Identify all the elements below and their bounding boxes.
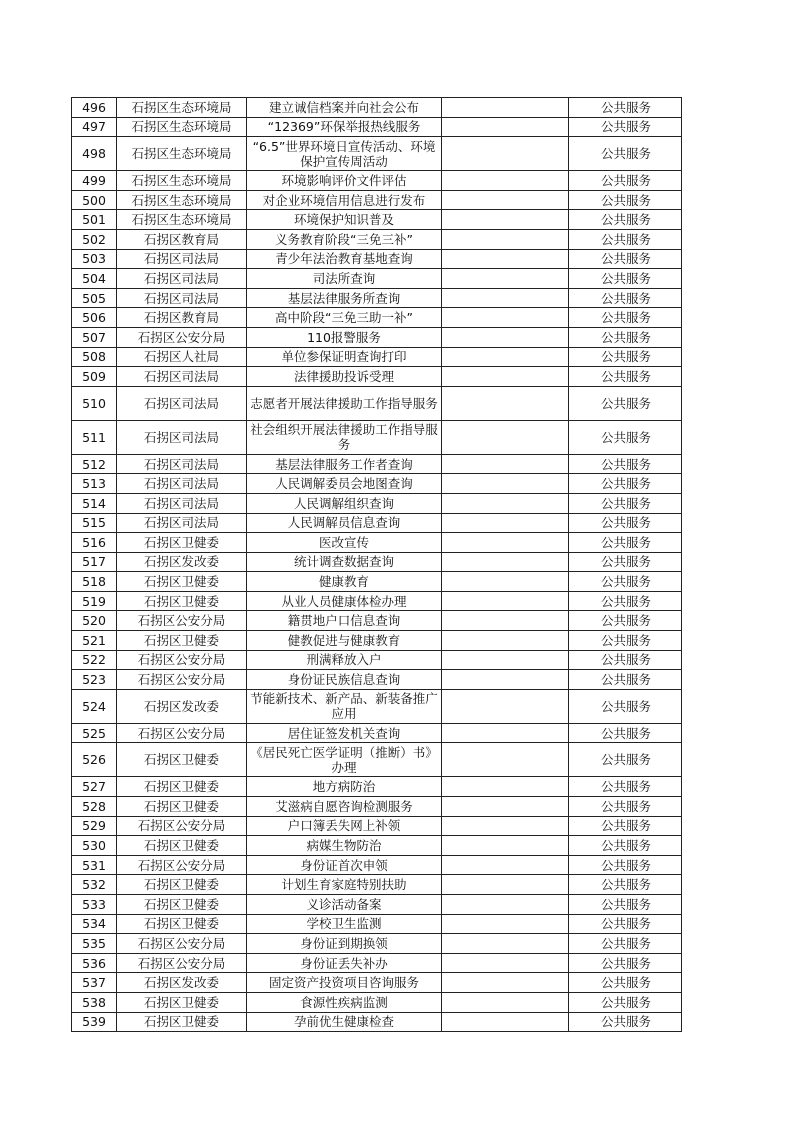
table-row [72,327,682,347]
note-cell [442,171,569,191]
row-number-cell: 517 [72,552,117,572]
service-item-cell: 医改宣传 [247,533,442,553]
table-row [72,723,682,743]
row-number-cell: 520 [72,611,117,631]
service-type-cell: 公共服务 [569,777,682,797]
department-cell: 石拐区卫健委 [117,1012,247,1032]
service-item-cell: “6.5”世界环境日宣传活动、环境保护宣传周活动 [247,137,442,171]
note-cell [442,327,569,347]
row-number-cell: 539 [72,1012,117,1032]
note-cell [442,420,569,454]
service-item-cell: 固定资产投资项目咨询服务 [247,973,442,993]
note-cell [442,288,569,308]
service-item-cell: 单位参保证明查询打印 [247,347,442,367]
department-cell: 石拐区公安分局 [117,934,247,954]
service-item-cell: 人民调解员信息查询 [247,513,442,533]
department-cell: 石拐区司法局 [117,269,247,289]
service-type-cell: 公共服务 [569,992,682,1012]
service-type-cell: 公共服务 [569,98,682,118]
service-item-cell: 身份证到期换领 [247,934,442,954]
note-cell [442,836,569,856]
note-cell [442,611,569,631]
table-row [72,493,682,513]
department-cell: 石拐区卫健委 [117,914,247,934]
note-cell [442,367,569,387]
row-number-cell: 537 [72,973,117,993]
department-cell: 石拐区卫健委 [117,572,247,592]
department-cell: 石拐区司法局 [117,474,247,494]
service-type-cell: 公共服务 [569,973,682,993]
table-row [72,367,682,387]
table-row [72,855,682,875]
department-cell: 石拐区公安分局 [117,953,247,973]
department-cell: 石拐区公安分局 [117,611,247,631]
row-number-cell: 525 [72,723,117,743]
service-type-cell: 公共服务 [569,210,682,230]
note-cell [442,572,569,592]
note-cell [442,797,569,817]
service-item-cell: “12369”环保举报热线服务 [247,117,442,137]
note-cell [442,973,569,993]
row-number-cell: 529 [72,816,117,836]
row-number-cell: 524 [72,689,117,723]
note-cell [442,117,569,137]
service-item-cell: 籍贯地户口信息查询 [247,611,442,631]
service-item-cell: 司法所查询 [247,269,442,289]
department-cell: 石拐区卫健委 [117,591,247,611]
note-cell [442,190,569,210]
table-row [72,836,682,856]
service-type-cell: 公共服务 [569,591,682,611]
table-row [72,552,682,572]
department-cell: 石拐区司法局 [117,386,247,420]
note-cell [442,953,569,973]
note-cell [442,631,569,651]
department-cell: 石拐区生态环境局 [117,210,247,230]
note-cell [442,533,569,553]
table-row [72,117,682,137]
department-cell: 石拐区公安分局 [117,723,247,743]
department-cell: 石拐区卫健委 [117,797,247,817]
service-type-cell: 公共服务 [569,474,682,494]
note-cell [442,670,569,690]
department-cell: 石拐区司法局 [117,249,247,269]
note-cell [442,743,569,777]
row-number-cell: 499 [72,171,117,191]
service-item-cell: 基层法律服务工作者查询 [247,454,442,474]
department-cell: 石拐区人社局 [117,347,247,367]
note-cell [442,513,569,533]
note-cell [442,689,569,723]
service-type-cell: 公共服务 [569,836,682,856]
service-type-cell: 公共服务 [569,611,682,631]
service-item-cell: 学校卫生监测 [247,914,442,934]
service-item-cell: 孕前优生健康检查 [247,1012,442,1032]
service-item-cell: 健教促进与健康教育 [247,631,442,651]
service-item-cell: 人民调解委员会地图查询 [247,474,442,494]
table-row [72,934,682,954]
service-type-cell: 公共服务 [569,875,682,895]
note-cell [442,591,569,611]
note-cell [442,454,569,474]
row-number-cell: 513 [72,474,117,494]
service-item-cell: 建立诚信档案并向社会公布 [247,98,442,118]
service-item-cell: 基层法律服务所查询 [247,288,442,308]
row-number-cell: 531 [72,855,117,875]
service-type-cell: 公共服务 [569,420,682,454]
department-cell: 石拐区卫健委 [117,875,247,895]
note-cell [442,816,569,836]
department-cell: 石拐区司法局 [117,513,247,533]
note-cell [442,552,569,572]
service-type-cell: 公共服务 [569,137,682,171]
note-cell [442,875,569,895]
service-item-cell: 社会组织开展法律援助工作指导服务 [247,420,442,454]
service-item-cell: 身份证首次申领 [247,855,442,875]
row-number-cell: 510 [72,386,117,420]
row-number-cell: 523 [72,670,117,690]
table-row [72,288,682,308]
service-list-table [71,97,682,1032]
service-item-cell: 身份证丢失补办 [247,953,442,973]
row-number-cell: 514 [72,493,117,513]
note-cell [442,855,569,875]
service-item-cell: 法律援助投诉受理 [247,367,442,387]
department-cell: 石拐区教育局 [117,308,247,328]
service-item-cell: 从业人员健康体检办理 [247,591,442,611]
row-number-cell: 522 [72,650,117,670]
service-item-cell: 110报警服务 [247,327,442,347]
department-cell: 石拐区公安分局 [117,816,247,836]
service-item-cell: 身份证民族信息查询 [247,670,442,690]
table-row [72,308,682,328]
row-number-cell: 511 [72,420,117,454]
service-type-cell: 公共服务 [569,743,682,777]
service-type-cell: 公共服务 [569,533,682,553]
service-type-cell: 公共服务 [569,650,682,670]
row-number-cell: 505 [72,288,117,308]
service-type-cell: 公共服务 [569,249,682,269]
department-cell: 石拐区生态环境局 [117,98,247,118]
department-cell: 石拐区发改委 [117,552,247,572]
row-number-cell: 538 [72,992,117,1012]
service-item-cell: 《居民死亡医学证明（推断）书》办理 [247,743,442,777]
service-type-cell: 公共服务 [569,572,682,592]
row-number-cell: 504 [72,269,117,289]
service-item-cell: 人民调解组织查询 [247,493,442,513]
department-cell: 石拐区发改委 [117,689,247,723]
department-cell: 石拐区生态环境局 [117,190,247,210]
row-number-cell: 536 [72,953,117,973]
row-number-cell: 534 [72,914,117,934]
department-cell: 石拐区生态环境局 [117,117,247,137]
table-row [72,454,682,474]
row-number-cell: 496 [72,98,117,118]
service-list-body [72,98,682,1032]
department-cell: 石拐区司法局 [117,454,247,474]
service-type-cell: 公共服务 [569,327,682,347]
table-row [72,992,682,1012]
service-item-cell: 居住证签发机关查询 [247,723,442,743]
department-cell: 石拐区司法局 [117,420,247,454]
row-number-cell: 512 [72,454,117,474]
note-cell [442,386,569,420]
note-cell [442,137,569,171]
department-cell: 石拐区卫健委 [117,743,247,777]
row-number-cell: 515 [72,513,117,533]
table-row [72,895,682,915]
service-item-cell: 刑满释放入户 [247,650,442,670]
row-number-cell: 528 [72,797,117,817]
service-item-cell: 地方病防治 [247,777,442,797]
row-number-cell: 519 [72,591,117,611]
service-type-cell: 公共服务 [569,816,682,836]
service-item-cell: 义务教育阶段“三免三补” [247,229,442,249]
service-type-cell: 公共服务 [569,797,682,817]
note-cell [442,308,569,328]
row-number-cell: 498 [72,137,117,171]
table-row [72,533,682,553]
table-row [72,513,682,533]
row-number-cell: 508 [72,347,117,367]
table-row [72,875,682,895]
table-row [72,650,682,670]
row-number-cell: 502 [72,229,117,249]
table-row [72,249,682,269]
table-row [72,137,682,171]
department-cell: 石拐区卫健委 [117,533,247,553]
note-cell [442,934,569,954]
table-row [72,474,682,494]
service-type-cell: 公共服务 [569,117,682,137]
note-cell [442,347,569,367]
row-number-cell: 507 [72,327,117,347]
note-cell [442,895,569,915]
table-row [72,973,682,993]
service-type-cell: 公共服务 [569,689,682,723]
department-cell: 石拐区卫健委 [117,992,247,1012]
table-row [72,572,682,592]
table-row [72,670,682,690]
service-type-cell: 公共服务 [569,190,682,210]
department-cell: 石拐区卫健委 [117,836,247,856]
service-item-cell: 环境影响评价文件评估 [247,171,442,191]
service-type-cell: 公共服务 [569,670,682,690]
table-row [72,953,682,973]
table-row [72,743,682,777]
table-row [72,797,682,817]
department-cell: 石拐区公安分局 [117,670,247,690]
service-item-cell: 病媒生物防治 [247,836,442,856]
table-row [72,210,682,230]
department-cell: 石拐区卫健委 [117,777,247,797]
row-number-cell: 535 [72,934,117,954]
note-cell [442,249,569,269]
service-type-cell: 公共服务 [569,1012,682,1032]
department-cell: 石拐区生态环境局 [117,137,247,171]
service-type-cell: 公共服务 [569,347,682,367]
table-row [72,171,682,191]
note-cell [442,1012,569,1032]
department-cell: 石拐区公安分局 [117,327,247,347]
table-row [72,386,682,420]
note-cell [442,98,569,118]
service-type-cell: 公共服务 [569,513,682,533]
note-cell [442,914,569,934]
service-item-cell: 青少年法治教育基地查询 [247,249,442,269]
service-type-cell: 公共服务 [569,308,682,328]
service-item-cell: 食源性疾病监测 [247,992,442,1012]
table-row [72,777,682,797]
table-row [72,689,682,723]
department-cell: 石拐区教育局 [117,229,247,249]
note-cell [442,723,569,743]
row-number-cell: 533 [72,895,117,915]
service-item-cell: 统计调查数据查询 [247,552,442,572]
service-type-cell: 公共服务 [569,552,682,572]
department-cell: 石拐区生态环境局 [117,171,247,191]
service-type-cell: 公共服务 [569,288,682,308]
service-type-cell: 公共服务 [569,367,682,387]
note-cell [442,992,569,1012]
table-row [72,611,682,631]
service-type-cell: 公共服务 [569,386,682,420]
row-number-cell: 518 [72,572,117,592]
table-row [72,98,682,118]
service-item-cell: 环境保护知识普及 [247,210,442,230]
service-item-cell: 户口簿丢失网上补领 [247,816,442,836]
table-row [72,816,682,836]
row-number-cell: 501 [72,210,117,230]
row-number-cell: 516 [72,533,117,553]
service-type-cell: 公共服务 [569,953,682,973]
row-number-cell: 509 [72,367,117,387]
table-row [72,229,682,249]
note-cell [442,229,569,249]
department-cell: 石拐区司法局 [117,493,247,513]
table-row [72,914,682,934]
row-number-cell: 500 [72,190,117,210]
row-number-cell: 497 [72,117,117,137]
service-type-cell: 公共服务 [569,914,682,934]
service-type-cell: 公共服务 [569,269,682,289]
department-cell: 石拐区发改委 [117,973,247,993]
row-number-cell: 527 [72,777,117,797]
table-row [72,631,682,651]
row-number-cell: 526 [72,743,117,777]
note-cell [442,474,569,494]
department-cell: 石拐区公安分局 [117,855,247,875]
department-cell: 石拐区卫健委 [117,631,247,651]
table-row [72,1012,682,1032]
note-cell [442,210,569,230]
department-cell: 石拐区公安分局 [117,650,247,670]
row-number-cell: 521 [72,631,117,651]
service-type-cell: 公共服务 [569,855,682,875]
department-cell: 石拐区卫健委 [117,895,247,915]
service-type-cell: 公共服务 [569,229,682,249]
service-type-cell: 公共服务 [569,171,682,191]
table-row [72,190,682,210]
note-cell [442,650,569,670]
table-row [72,269,682,289]
service-type-cell: 公共服务 [569,895,682,915]
service-type-cell: 公共服务 [569,631,682,651]
table-row [72,420,682,454]
service-type-cell: 公共服务 [569,454,682,474]
row-number-cell: 532 [72,875,117,895]
note-cell [442,777,569,797]
service-type-cell: 公共服务 [569,934,682,954]
service-type-cell: 公共服务 [569,493,682,513]
row-number-cell: 530 [72,836,117,856]
service-item-cell: 志愿者开展法律援助工作指导服务 [247,386,442,420]
table-row [72,347,682,367]
note-cell [442,493,569,513]
department-cell: 石拐区司法局 [117,367,247,387]
department-cell: 石拐区司法局 [117,288,247,308]
service-item-cell: 艾滋病自愿咨询检测服务 [247,797,442,817]
row-number-cell: 503 [72,249,117,269]
note-cell [442,269,569,289]
table-row [72,591,682,611]
service-item-cell: 健康教育 [247,572,442,592]
service-item-cell: 节能新技术、新产品、新装备推广应用 [247,689,442,723]
row-number-cell: 506 [72,308,117,328]
service-item-cell: 计划生育家庭特别扶助 [247,875,442,895]
service-item-cell: 义诊活动备案 [247,895,442,915]
service-item-cell: 高中阶段“三免三助一补” [247,308,442,328]
service-item-cell: 对企业环境信用信息进行发布 [247,190,442,210]
service-type-cell: 公共服务 [569,723,682,743]
